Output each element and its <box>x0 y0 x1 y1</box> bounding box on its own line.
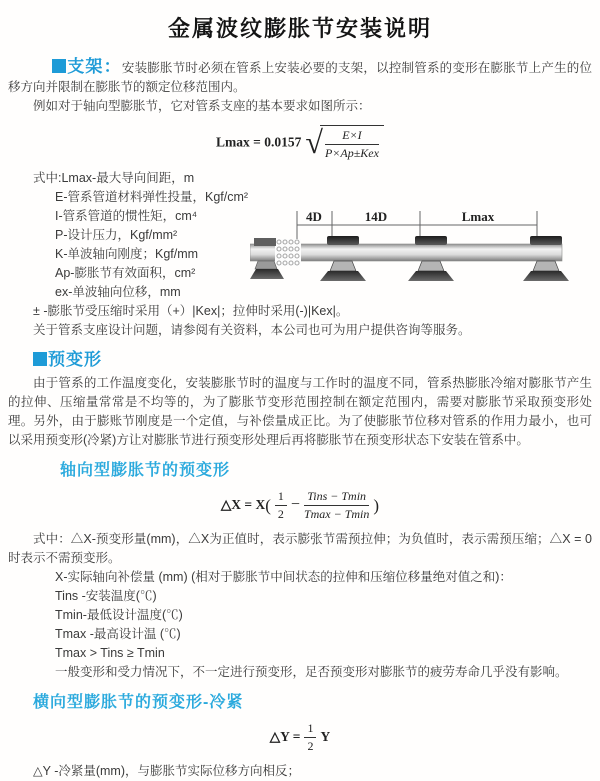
predeform-section-heading <box>8 345 592 370</box>
support-intro-paragraph <box>8 57 592 97</box>
support-heading-label: 支架： <box>67 57 122 76</box>
pipe-support-diagram-svg <box>250 208 594 300</box>
lateral-formula <box>8 721 592 754</box>
lmax-formula-numerator: E×I <box>325 128 379 145</box>
open-paren: ( <box>265 496 271 516</box>
axial-formula <box>8 489 592 522</box>
bellows-icon <box>275 239 301 266</box>
lateral-formula-rhs: Y <box>320 729 331 745</box>
radical-sign-icon: √ <box>305 124 323 160</box>
axial-note-line: Tmax > Tins ≥ Tmin <box>55 646 165 660</box>
axial-note-paragraph: 式中：△X-预变形量(mm)，△X为正值时，表示膨张节需预拉伸；为负值时，表示需预压缩；△X = 0时表示不需预变形。 <box>8 532 592 565</box>
one-half-fraction <box>304 721 316 754</box>
axial-note-line: Tmax -最高设计温 (℃) <box>55 627 181 641</box>
dimension-label-4d: 4D <box>306 209 322 224</box>
support-example-line: 例如对于轴向型膨胀节，它对管系支座的基本要求如图所示： <box>33 99 371 113</box>
lateral-formula-lhs: △Y = <box>269 729 301 745</box>
one-half-fraction <box>275 489 287 522</box>
lmax-formula <box>8 125 592 161</box>
axial-note-line: 一般变形和受力情况下，不一定进行预变形，足否预变形对膨胀节的疲劳寿命几乎没有影响。 <box>55 665 568 679</box>
blue-square-bullet-icon <box>52 59 66 73</box>
variable-line: ± -膨胀节受压缩时采用（+）|Kex|；拉伸时采用(-)|Kex|。 <box>33 304 349 318</box>
blue-square-bullet-icon <box>33 352 47 366</box>
half-numerator: 1 <box>275 489 287 506</box>
dimension-label-lmax: Lmax <box>461 209 495 224</box>
temp-fraction-numerator: Tins − Tmin <box>304 489 369 506</box>
predeform-heading-label: 预变形 <box>48 350 102 369</box>
predeform-body-paragraph: 由于管系的工作温度变化，安装膨胀节时的温度与工作时的温度不同，管系热膨胀冷缩对膨胀节产生的拉伸、压缩量常常是不均等的，为了膨胀节变形范围控制在额定范围内，需要对膨胀节采取预变形处理。另外，由于膨账节刚度是一个定值，与补偿量成正比。为了使膨胀节位移对管系的作用力最小，也可以采用预变形(冷紧)方让对膨胀节进行预变形处理后再将膨胀节在预变形状态下安装在管系中。 <box>8 376 592 447</box>
half-numerator: 1 <box>304 721 316 738</box>
support-section-heading <box>52 57 122 76</box>
temperature-fraction <box>304 489 369 522</box>
variable-line: 式中:Lmax-最大导向间距，m <box>33 171 195 185</box>
document-page <box>0 12 600 781</box>
variable-line: 关于管系支座设计问题，请参阅有关资料，本公司也可为用户提供咨询等服务。 <box>33 323 471 337</box>
dimension-label-14d: 14D <box>364 209 388 224</box>
axial-subheading: 轴向型膨胀节的预变形 <box>60 462 231 479</box>
half-denominator: 2 <box>277 507 284 521</box>
variable-line: E-管系管道材料弹性投量，Kgf/cm² <box>55 190 249 204</box>
minus-sign: − <box>290 496 300 514</box>
sqrt-radical <box>305 125 384 161</box>
variable-line: I-管系管道的惯性矩，cm⁴ <box>55 209 198 223</box>
variable-line: P-设计压力，Kgf/mm² <box>55 228 178 242</box>
variable-line: Ap-膨胀节有效面积，cm² <box>55 266 196 280</box>
axial-note-line: X-实际轴向补偿量 (mm) (相对于膨胀节中间状态的拉伸和压缩位移量绝对值之和)： <box>55 570 512 584</box>
close-paren: ) <box>373 496 380 516</box>
lateral-subheading: 横向型膨胀节的预变形-冷紧 <box>33 694 244 711</box>
page-title: 金属波纹膨胀节安装说明 <box>167 16 432 41</box>
variable-line: ex-单波轴向位移，mm <box>55 285 181 299</box>
lateral-note-line: △Y -冷紧量(mm)，与膨胀节实际位移方向相反； <box>33 764 301 778</box>
temp-fraction-denominator: Tmax − Tmin <box>303 507 370 521</box>
lmax-formula-lhs: Lmax = 0.0157 <box>216 134 302 150</box>
half-denominator: 2 <box>307 739 314 753</box>
axial-note-line: Tmin-最低设计温度(℃) <box>55 608 183 622</box>
axial-formula-lhs: △X = X <box>220 497 266 513</box>
support-intro-text: 安装膨胀节时必须在管系上安装必要的支架，以控制管系的变形在膨胀节上产生的位移方向并限制在膨胀节的额定位移范围内。 <box>8 61 592 94</box>
axial-note-line: Tins -安装温度(℃) <box>55 589 157 603</box>
pipe-support-diagram <box>250 208 594 300</box>
lmax-formula-denominator: P×Ap±Kex <box>324 146 379 160</box>
variable-line: K-单波轴向刚度；Kgf/mm <box>55 247 199 261</box>
